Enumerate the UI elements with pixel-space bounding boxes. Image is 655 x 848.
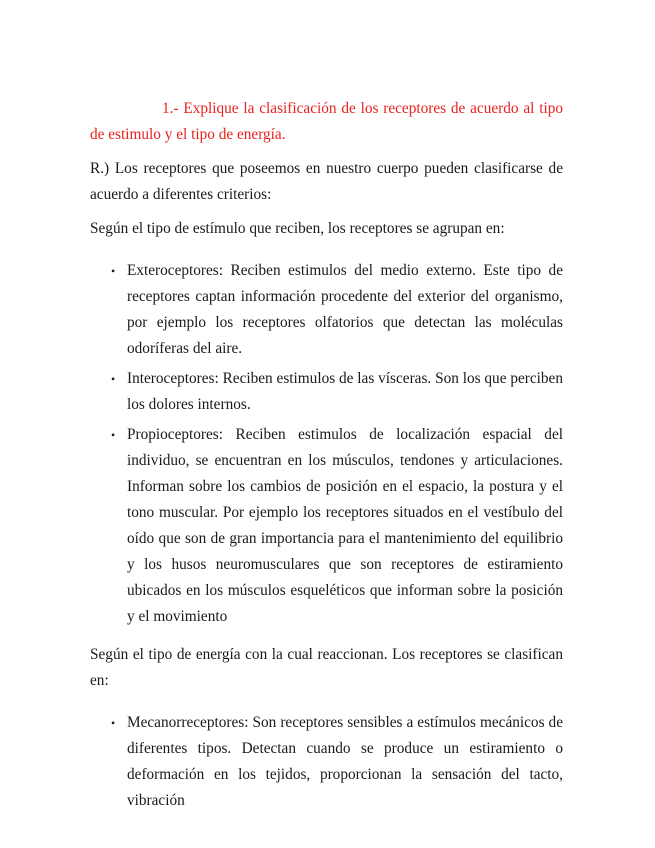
list-item-text: Exteroceptores: Reciben estimulos del medio externo. Este tipo de receptores captan información procedente del exterior del organismo, por ejemplo los receptores olfatorios que detectan las moléculas odoríferas del aire. — [127, 262, 563, 357]
list-item-exteroceptores — [90, 258, 563, 362]
energy-section-heading: Según el tipo de energía con la cual reaccionan. Los receptores se clasifican en: — [90, 646, 563, 689]
stimulus-section-heading: Según el tipo de estímulo que reciben, los receptores se agrupan en: — [90, 220, 505, 237]
question-heading: 1.- Explique la clasificación de los receptores de acuerdo al tipo de estimulo y el tipo de energía. — [90, 100, 563, 143]
list-item-interoceptores — [90, 366, 563, 418]
document-page — [90, 96, 563, 826]
list-item-propioceptores — [90, 422, 563, 630]
list-item-text: Interoceptores: Reciben estimulos de las vísceras. Son los que perciben los dolores internos. — [127, 370, 563, 413]
list-item-mecanorreceptores — [90, 710, 563, 814]
list-item-text: Mecanorreceptores: Son receptores sensibles a estímulos mecánicos de diferentes tipos. Detectan cuando se produce un estiramiento o deformación en los tejidos, proporcionan la sensación del tacto, vibración — [127, 714, 563, 809]
list-item-text: Propioceptores: Reciben estimulos de localización espacial del individuo, se encuentran en los músculos, tendones y articulaciones. Informan sobre los cambios de posición en el espacio, la postura y el tono muscular. Por ejemplo los receptores situados en el vestíbulo del oído que son de gran importancia para el mantenimiento del equilibrio y los husos neuromusculares que son receptores de estiramiento ubicados en los músculos esqueléticos que informan sobre la posición y el movimiento — [127, 426, 563, 625]
bullet-icon: • — [111, 428, 116, 442]
stimulus-receptor-list — [90, 258, 563, 630]
energy-receptor-list — [90, 710, 563, 814]
answer-intro: R.) Los receptores que poseemos en nuestro cuerpo pueden clasificarse de acuerdo a diferentes criterios: — [90, 160, 563, 203]
bullet-icon: • — [111, 716, 116, 730]
bullet-icon: • — [111, 264, 116, 278]
bullet-icon: • — [111, 372, 116, 386]
